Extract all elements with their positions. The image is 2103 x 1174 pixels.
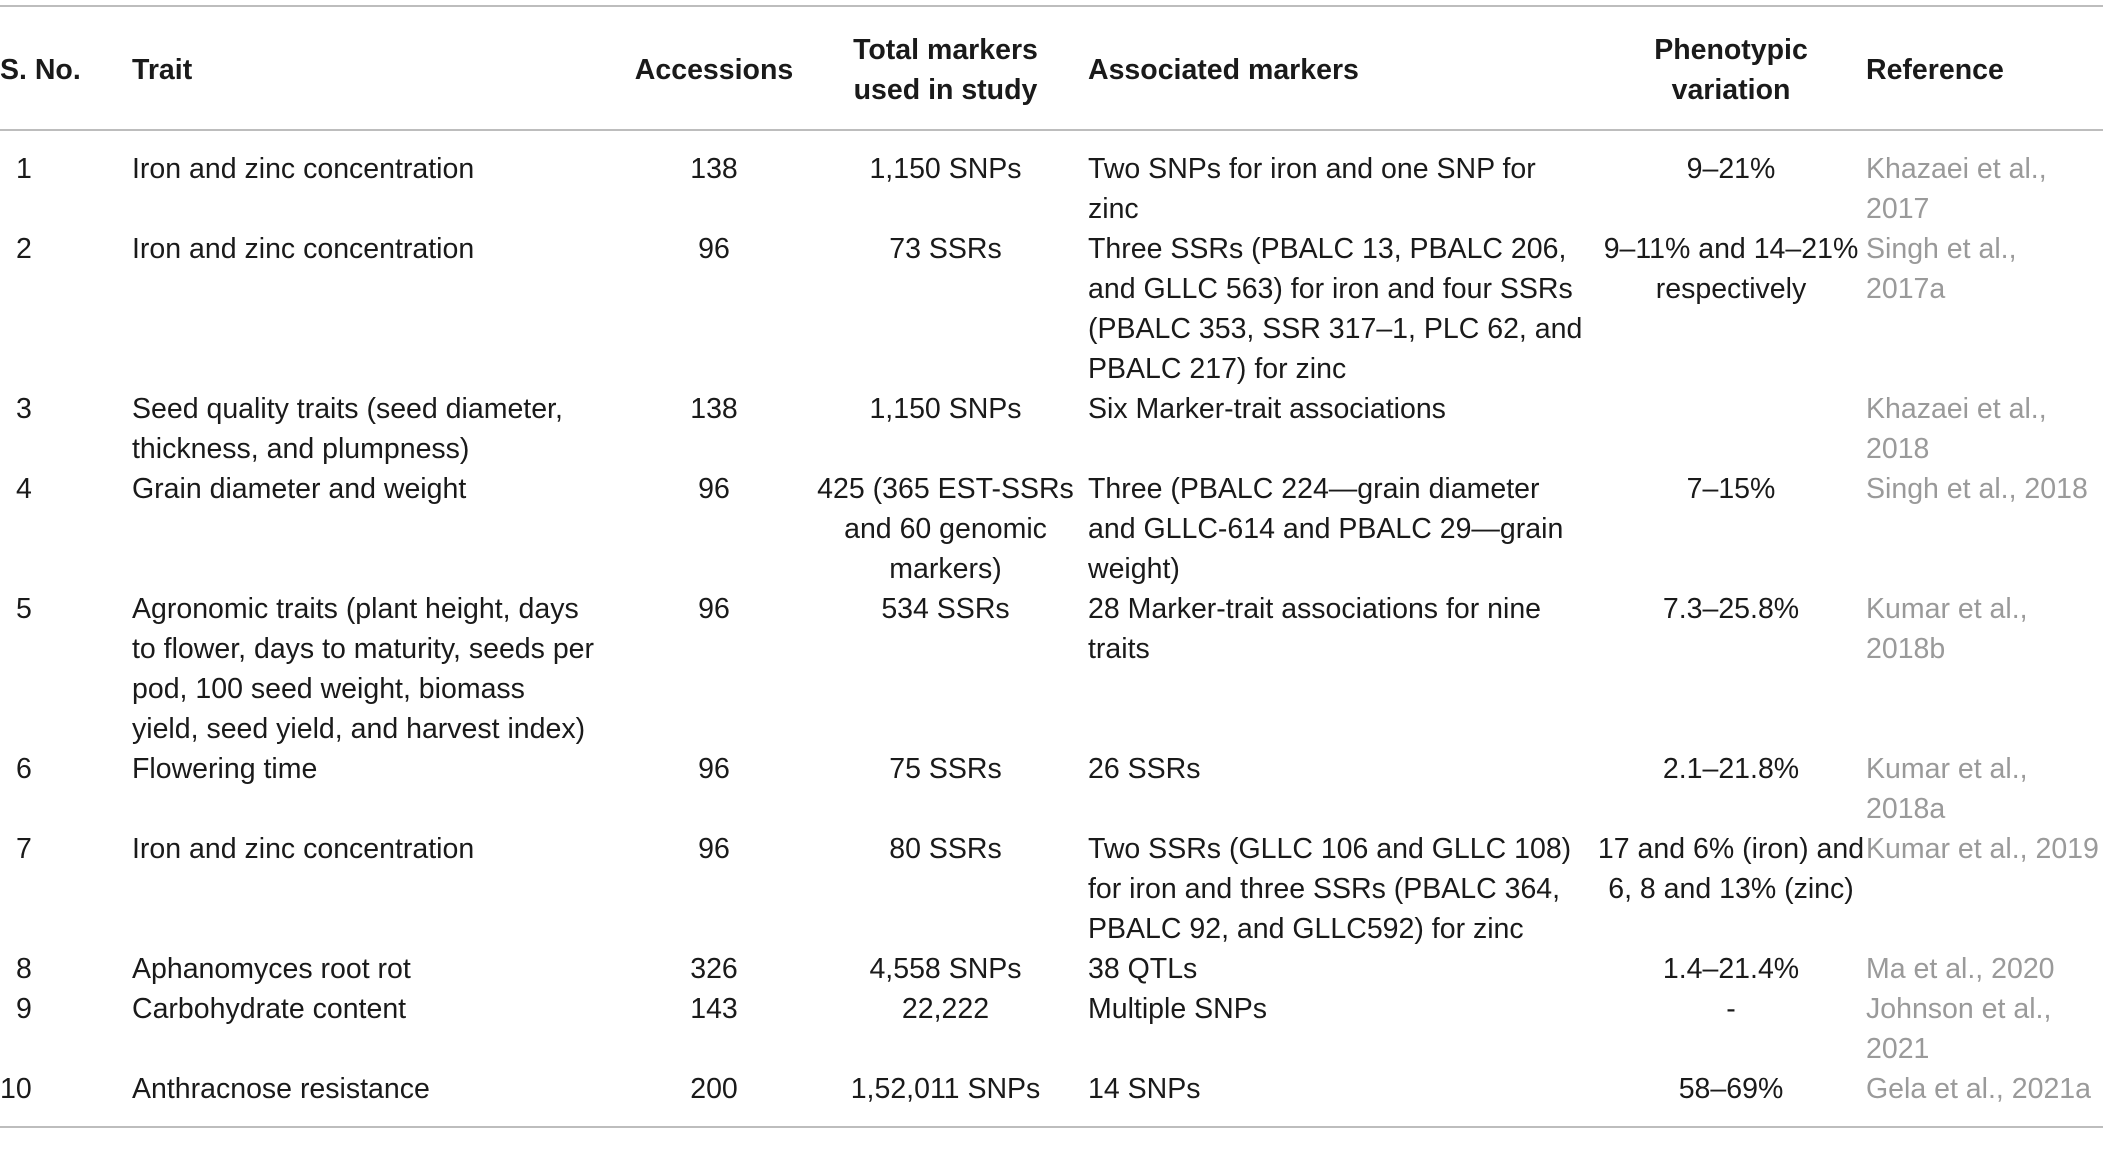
header-total-markers-line1: Total markers (853, 34, 1038, 66)
cell-phenotypic-variation (1596, 389, 1866, 469)
cell-accessions: 138 (690, 153, 738, 185)
cell-phenotypic-variation: 2.1–21.8% (1662, 753, 1800, 785)
cell-sno: 7 (16, 833, 32, 865)
cell-reference: Johnson et al., 2021 (1866, 993, 2052, 1065)
cell-accessions: 96 (698, 233, 730, 265)
cell-accessions: 96 (698, 833, 730, 865)
cell-phenotypic-variation: 9–21% (1686, 153, 1776, 185)
cell-sno: 9 (16, 993, 32, 1025)
cell-total-markers: 425 (365 EST-SSRs and 60 genomic markers) (817, 473, 1074, 585)
cell-total-markers: 80 SSRs (889, 833, 1002, 865)
cell-reference: Ma et al., 2020 (1866, 953, 2055, 985)
header-reference: Reference (1866, 54, 2004, 86)
cell-associated-markers: 28 Marker-trait associations for nine traits (1088, 593, 1542, 665)
cell-total-markers: 534 SSRs (881, 593, 1010, 625)
cell-trait: Agronomic traits (plant height, days to flower, days to maturity, seeds per pod, 100 seed weight, biomass yield, seed yield, and harvest index) (132, 593, 595, 745)
cell-reference: Khazaei et al., 2018 (1866, 393, 2047, 465)
header-row (0, 6, 2103, 130)
cell-sno: 4 (16, 473, 32, 505)
cell-phenotypic-variation: 58–69% (1678, 1073, 1784, 1105)
cell-reference: Singh et al., 2018 (1866, 473, 2088, 505)
cell-associated-markers: 26 SSRs (1088, 753, 1201, 785)
cell-sno: 3 (16, 393, 32, 425)
cell-total-markers: 73 SSRs (889, 233, 1002, 265)
cell-phenotypic-variation: - (1726, 993, 1736, 1025)
cell-trait: Iron and zinc concentration (132, 153, 475, 185)
table-row (0, 229, 2103, 389)
table-header (0, 6, 2103, 130)
cell-phenotypic-variation: 9–11% and 14–21% respectively (1603, 233, 1859, 305)
table-body (0, 130, 2103, 1127)
header-phenotypic-variation (1596, 6, 1866, 130)
cell-phenotypic-variation: 7.3–25.8% (1662, 593, 1800, 625)
cell-trait: Seed quality traits (seed diameter, thickness, and plumpness) (132, 393, 563, 465)
cell-associated-markers: Six Marker-trait associations (1088, 393, 1446, 425)
cell-sno: 2 (16, 233, 32, 265)
cell-trait: Carbohydrate content (132, 993, 407, 1025)
table-row (0, 989, 2103, 1069)
cell-associated-markers: Three (PBALC 224—grain diameter and GLLC-614 and PBALC 29—grain weight) (1088, 473, 1564, 585)
cell-accessions: 143 (690, 993, 738, 1025)
cell-accessions: 96 (698, 753, 730, 785)
header-accessions: Accessions (634, 54, 794, 86)
header-phenotypic-line1: Phenotypic (1654, 34, 1808, 66)
header-phenotypic-line2: variation (1671, 74, 1791, 106)
cell-associated-markers: Two SNPs for iron and one SNP for zinc (1088, 153, 1536, 225)
cell-total-markers: 1,150 SNPs (869, 153, 1022, 185)
cell-total-markers: 1,150 SNPs (869, 393, 1022, 425)
cell-accessions: 96 (698, 473, 730, 505)
table-row (0, 469, 2103, 589)
table-row (0, 749, 2103, 829)
table-row (0, 829, 2103, 949)
header-total-markers (803, 6, 1088, 130)
cell-associated-markers: Multiple SNPs (1088, 993, 1267, 1025)
table-row (0, 1069, 2103, 1127)
cell-reference: Kumar et al., 2018b (1866, 593, 2028, 665)
cell-trait: Anthracnose resistance (132, 1073, 430, 1105)
table-row (0, 389, 2103, 469)
cell-sno: 5 (16, 593, 32, 625)
cell-sno: 6 (16, 753, 32, 785)
header-associated-markers: Associated markers (1088, 54, 1359, 86)
cell-phenotypic-variation: 1.4–21.4% (1662, 953, 1800, 985)
cell-associated-markers: 38 QTLs (1088, 953, 1198, 985)
table-row (0, 130, 2103, 229)
cell-accessions: 138 (690, 393, 738, 425)
cell-sno: 1 (16, 153, 32, 185)
cell-accessions: 96 (698, 593, 730, 625)
table-row (0, 589, 2103, 749)
gwas-table-container (0, 5, 2103, 1128)
cell-total-markers: 22,222 (901, 993, 990, 1025)
cell-phenotypic-variation: 7–15% (1686, 473, 1776, 505)
cell-reference: Khazaei et al., 2017 (1866, 153, 2047, 225)
cell-reference: Kumar et al., 2019 (1866, 833, 2099, 865)
header-sno: S. No. (0, 54, 81, 86)
cell-associated-markers: Three SSRs (PBALC 13, PBALC 206, and GLLC 563) for iron and four SSRs (PBALC 353, SSR 317–1, PLC 62, and PBALC 217) for zinc (1088, 233, 1583, 385)
cell-associated-markers: Two SSRs (GLLC 106 and GLLC 108) for iron and three SSRs (PBALC 364, PBALC 92, and GLLC592) for zinc (1088, 833, 1572, 945)
cell-trait: Iron and zinc concentration (132, 833, 475, 865)
cell-reference: Singh et al., 2017a (1866, 233, 2017, 305)
table-row (0, 949, 2103, 989)
cell-trait: Iron and zinc concentration (132, 233, 475, 265)
cell-phenotypic-variation: 17 and 6% (iron) and 6, 8 and 13% (zinc) (1597, 833, 1865, 905)
cell-trait: Aphanomyces root rot (132, 953, 411, 985)
cell-trait: Flowering time (132, 753, 318, 785)
cell-trait: Grain diameter and weight (132, 473, 467, 505)
gwas-table (0, 5, 2103, 1128)
cell-total-markers: 75 SSRs (889, 753, 1002, 785)
cell-sno: 10 (0, 1073, 32, 1105)
header-total-markers-line2: used in study (853, 74, 1038, 106)
cell-reference: Gela et al., 2021a (1866, 1073, 2091, 1105)
cell-associated-markers: 14 SNPs (1088, 1073, 1201, 1105)
cell-accessions: 200 (690, 1073, 738, 1105)
cell-total-markers: 4,558 SNPs (869, 953, 1022, 985)
header-trait: Trait (132, 54, 193, 86)
cell-accessions: 326 (690, 953, 738, 985)
cell-total-markers: 1,52,011 SNPs (850, 1073, 1041, 1105)
cell-sno: 8 (16, 953, 32, 985)
cell-reference: Kumar et al., 2018a (1866, 753, 2028, 825)
